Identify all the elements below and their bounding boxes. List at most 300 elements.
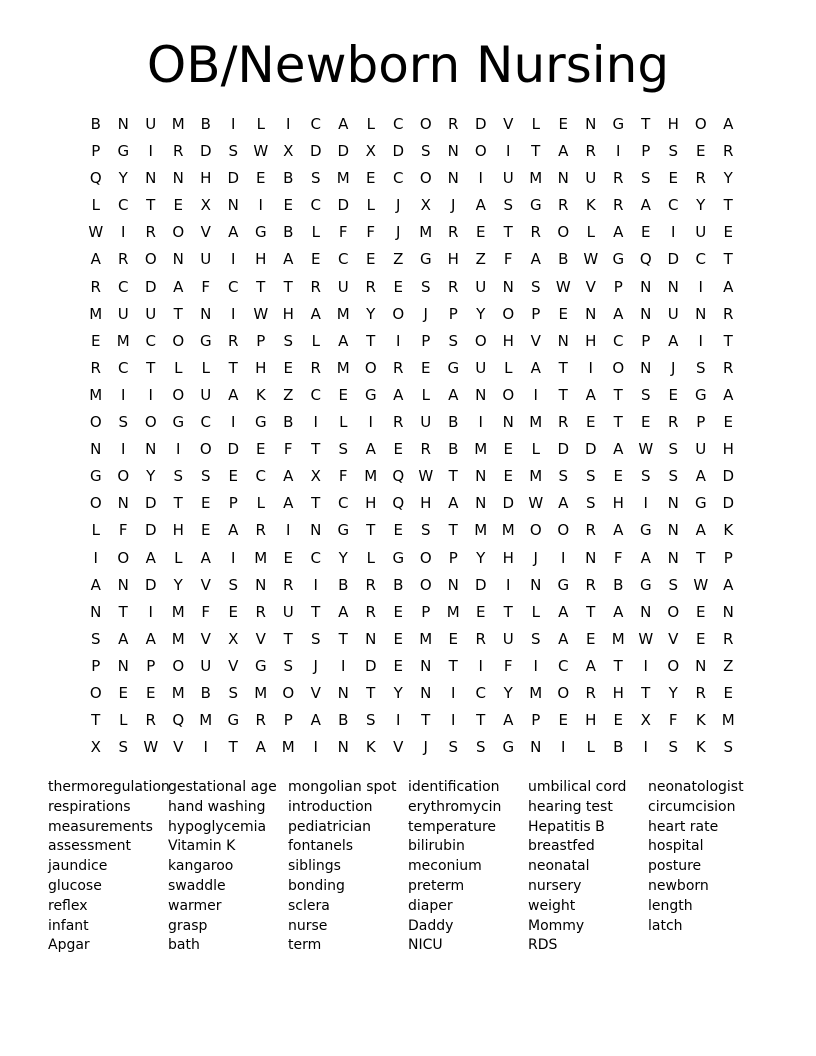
grid-letter: N bbox=[447, 142, 459, 161]
grid-letter: J bbox=[533, 548, 538, 567]
grid-letter: P bbox=[146, 656, 156, 675]
grid-letter: R bbox=[585, 142, 596, 161]
grid-letter: G bbox=[89, 467, 102, 486]
grid-letter: T bbox=[311, 494, 321, 513]
word-list bbox=[48, 778, 768, 956]
grid-letter: G bbox=[502, 738, 515, 757]
grid-letter: S bbox=[338, 440, 349, 459]
grid-letter: E bbox=[283, 358, 293, 377]
grid-letter: L bbox=[91, 196, 100, 215]
grid-letter: S bbox=[448, 738, 459, 757]
grid-letter: P bbox=[91, 142, 101, 161]
grid-letter: A bbox=[558, 494, 569, 513]
grid-letter: O bbox=[199, 440, 212, 459]
grid-letter: A bbox=[145, 629, 156, 648]
grid-letter: E bbox=[283, 196, 293, 215]
grid-letter: S bbox=[530, 277, 541, 296]
grid-letter: E bbox=[311, 250, 321, 269]
grid-letter: I bbox=[231, 250, 236, 269]
grid-letter: G bbox=[557, 575, 570, 594]
grid-letter: G bbox=[227, 711, 240, 730]
grid-letter: O bbox=[89, 494, 102, 513]
grid-letter: M bbox=[419, 223, 433, 242]
grid-letter: I bbox=[148, 142, 153, 161]
grid-letter: O bbox=[529, 521, 542, 540]
grid-letter: E bbox=[586, 629, 596, 648]
grid-letter: U bbox=[145, 304, 157, 323]
grid-letter: C bbox=[475, 683, 486, 702]
grid-letter: Y bbox=[476, 548, 486, 567]
grid-letter: R bbox=[695, 169, 706, 188]
grid-letter: Y bbox=[366, 304, 376, 323]
grid-letter: N bbox=[337, 683, 349, 702]
grid-letter: Z bbox=[475, 250, 486, 269]
grid-letter: I bbox=[533, 656, 538, 675]
grid-letter: A bbox=[723, 277, 734, 296]
grid-letter: G bbox=[337, 521, 350, 540]
grid-letter: E bbox=[668, 169, 678, 188]
grid-letter: I bbox=[643, 738, 648, 757]
grid-letter: E bbox=[256, 169, 266, 188]
grid-letter: T bbox=[448, 521, 458, 540]
grid-row bbox=[82, 138, 742, 165]
grid-letter: E bbox=[723, 223, 733, 242]
grid-letter: T bbox=[228, 358, 238, 377]
grid-letter: D bbox=[309, 142, 322, 161]
grid-letter: U bbox=[200, 250, 212, 269]
grid-letter: N bbox=[695, 656, 707, 675]
grid-letter: Z bbox=[393, 250, 404, 269]
word-column bbox=[168, 778, 288, 956]
grid-letter: E bbox=[393, 277, 403, 296]
grid-letter: U bbox=[282, 602, 294, 621]
grid-letter: N bbox=[475, 494, 487, 513]
grid-letter: C bbox=[695, 250, 706, 269]
grid-letter: R bbox=[530, 223, 541, 242]
grid-letter: A bbox=[558, 629, 569, 648]
grid-letter: R bbox=[585, 683, 596, 702]
grid-letter: I bbox=[93, 548, 98, 567]
word-list-item: bilirubin bbox=[408, 838, 465, 855]
grid-letter: Y bbox=[723, 169, 733, 188]
grid-letter: R bbox=[118, 250, 129, 269]
grid-letter: Q bbox=[639, 250, 652, 269]
grid-letter: T bbox=[476, 711, 486, 730]
grid-letter: M bbox=[254, 683, 268, 702]
grid-letter: T bbox=[641, 683, 651, 702]
grid-letter: T bbox=[723, 331, 733, 350]
grid-letter: F bbox=[338, 467, 348, 486]
grid-letter: O bbox=[172, 223, 185, 242]
grid-letter: L bbox=[256, 494, 265, 513]
grid-row bbox=[82, 165, 742, 192]
grid-letter: Q bbox=[89, 169, 102, 188]
grid-letter: O bbox=[117, 467, 130, 486]
grid-letter: A bbox=[585, 385, 596, 404]
grid-letter: C bbox=[668, 196, 679, 215]
grid-letter: E bbox=[696, 602, 706, 621]
grid-letter: D bbox=[667, 250, 680, 269]
grid-letter: G bbox=[172, 413, 185, 432]
grid-letter: O bbox=[89, 683, 102, 702]
grid-letter: H bbox=[447, 250, 459, 269]
grid-letter: I bbox=[313, 413, 318, 432]
grid-letter: L bbox=[311, 331, 320, 350]
grid-letter: N bbox=[475, 385, 487, 404]
grid-letter: D bbox=[392, 142, 405, 161]
grid-letter: I bbox=[643, 656, 648, 675]
grid-letter: W bbox=[418, 467, 434, 486]
grid-letter: I bbox=[121, 223, 126, 242]
grid-letter: O bbox=[557, 683, 570, 702]
grid-letter: E bbox=[586, 413, 596, 432]
grid-letter: A bbox=[338, 602, 349, 621]
grid-letter: S bbox=[283, 656, 294, 675]
grid-letter: R bbox=[475, 629, 486, 648]
grid-letter: A bbox=[118, 629, 129, 648]
grid-letter: N bbox=[227, 196, 239, 215]
grid-letter: N bbox=[667, 521, 679, 540]
grid-letter: O bbox=[419, 169, 432, 188]
grid-letter: M bbox=[116, 331, 130, 350]
grid-letter: C bbox=[310, 548, 321, 567]
grid-letter: S bbox=[668, 738, 679, 757]
grid-letter: Y bbox=[393, 683, 403, 702]
grid-letter: W bbox=[693, 575, 709, 594]
grid-letter: R bbox=[448, 115, 459, 133]
grid-letter: E bbox=[366, 169, 376, 188]
grid-letter: S bbox=[118, 413, 129, 432]
grid-letter: D bbox=[227, 169, 240, 188]
grid-letter: V bbox=[310, 683, 321, 702]
grid-letter: R bbox=[310, 277, 321, 296]
grid-letter: C bbox=[338, 494, 349, 513]
grid-letter: W bbox=[253, 142, 269, 161]
grid-letter: T bbox=[228, 738, 238, 757]
grid-letter: I bbox=[561, 548, 566, 567]
grid-letter: M bbox=[529, 169, 543, 188]
grid-letter: R bbox=[90, 277, 101, 296]
word-list-item: identification bbox=[408, 779, 500, 795]
grid-letter: B bbox=[283, 223, 294, 242]
grid-letter: R bbox=[613, 196, 624, 215]
grid-letter: J bbox=[451, 196, 456, 215]
grid-letter: S bbox=[448, 331, 459, 350]
grid-letter: T bbox=[338, 629, 348, 648]
grid-letter: B bbox=[448, 440, 459, 459]
grid-letter: F bbox=[366, 223, 376, 242]
grid-letter: G bbox=[364, 385, 377, 404]
grid-letter: G bbox=[529, 196, 542, 215]
grid-letter: A bbox=[640, 196, 651, 215]
grid-letter: D bbox=[337, 196, 350, 215]
grid-letter: E bbox=[558, 115, 568, 133]
grid-row bbox=[82, 355, 742, 382]
grid-letter: D bbox=[144, 494, 157, 513]
word-list-item: umbilical cord bbox=[528, 779, 627, 795]
grid-letter: P bbox=[283, 711, 293, 730]
grid-letter: Z bbox=[723, 656, 734, 675]
grid-letter: F bbox=[503, 656, 513, 675]
grid-letter: W bbox=[253, 304, 269, 323]
grid-letter: T bbox=[283, 629, 293, 648]
grid-letter: R bbox=[585, 575, 596, 594]
grid-letter: E bbox=[338, 385, 348, 404]
grid-letter: C bbox=[118, 196, 129, 215]
word-list-item: Hepatitis B bbox=[528, 818, 605, 835]
grid-letter: E bbox=[641, 413, 651, 432]
grid-letter: G bbox=[199, 331, 212, 350]
grid-letter: A bbox=[695, 467, 706, 486]
word-list-item: erythromycin bbox=[408, 798, 502, 815]
grid-letter: S bbox=[475, 738, 486, 757]
grid-letter: G bbox=[254, 223, 267, 242]
grid-letter: T bbox=[283, 277, 293, 296]
grid-letter: F bbox=[338, 223, 348, 242]
grid-letter: L bbox=[256, 115, 265, 133]
grid-letter: R bbox=[723, 142, 734, 161]
grid-letter: S bbox=[90, 629, 101, 648]
grid-letter: N bbox=[90, 602, 102, 621]
grid-letter: R bbox=[228, 331, 239, 350]
grid-letter: I bbox=[533, 385, 538, 404]
grid-letter: F bbox=[503, 250, 513, 269]
grid-letter: B bbox=[338, 711, 349, 730]
word-list-item: swaddle bbox=[168, 877, 226, 894]
word-column bbox=[408, 778, 528, 956]
grid-letter: W bbox=[88, 223, 104, 242]
grid-letter: B bbox=[283, 413, 294, 432]
grid-letter: A bbox=[723, 115, 734, 133]
grid-letter: F bbox=[613, 548, 623, 567]
grid-letter: P bbox=[723, 548, 733, 567]
grid-letter: G bbox=[694, 385, 707, 404]
grid-letter: X bbox=[310, 467, 321, 486]
grid-letter: S bbox=[420, 521, 431, 540]
grid-letter: S bbox=[228, 142, 239, 161]
grid-letter: N bbox=[117, 494, 129, 513]
grid-letter: I bbox=[588, 358, 593, 377]
grid-letter: M bbox=[171, 602, 185, 621]
grid-letter: R bbox=[585, 521, 596, 540]
word-list-item: Mommy bbox=[528, 917, 585, 934]
grid-letter: W bbox=[555, 277, 571, 296]
grid-letter: A bbox=[613, 440, 624, 459]
grid-row bbox=[82, 219, 742, 246]
grid-letter: O bbox=[667, 602, 680, 621]
word-list-item: hearing test bbox=[528, 798, 613, 815]
grid-letter: W bbox=[583, 250, 599, 269]
grid-letter: A bbox=[448, 494, 459, 513]
grid-letter: A bbox=[228, 223, 239, 242]
grid-letter: H bbox=[585, 331, 597, 350]
grid-letter: S bbox=[585, 494, 596, 513]
grid-letter: D bbox=[144, 277, 157, 296]
grid-letter: N bbox=[557, 169, 569, 188]
grid-row bbox=[82, 192, 742, 219]
grid-letter: R bbox=[365, 277, 376, 296]
grid-letter: R bbox=[668, 413, 679, 432]
grid-letter: N bbox=[502, 413, 514, 432]
grid-letter: P bbox=[641, 331, 651, 350]
grid-row bbox=[82, 599, 742, 626]
grid-letter: P bbox=[448, 548, 458, 567]
grid-letter: Y bbox=[668, 683, 678, 702]
grid-letter: S bbox=[723, 738, 734, 757]
grid-letter: H bbox=[420, 494, 432, 513]
letter-grid bbox=[82, 111, 742, 761]
grid-letter: I bbox=[258, 196, 263, 215]
grid-letter: V bbox=[173, 738, 184, 757]
grid-letter: E bbox=[421, 358, 431, 377]
word-list-item: infant bbox=[48, 917, 89, 934]
grid-letter: C bbox=[118, 277, 129, 296]
grid-letter: S bbox=[420, 142, 431, 161]
grid-letter: A bbox=[365, 440, 376, 459]
grid-letter: H bbox=[667, 115, 679, 133]
word-list-item: posture bbox=[648, 858, 702, 875]
grid-letter: P bbox=[531, 711, 541, 730]
grid-letter: B bbox=[613, 738, 624, 757]
grid-letter: S bbox=[668, 575, 679, 594]
grid-letter: X bbox=[200, 196, 211, 215]
grid-letter: O bbox=[474, 331, 487, 350]
word-list-item: nurse bbox=[288, 917, 328, 934]
grid-letter: N bbox=[90, 440, 102, 459]
grid-letter: V bbox=[668, 629, 679, 648]
grid-letter: N bbox=[172, 169, 184, 188]
grid-letter: Y bbox=[338, 548, 348, 567]
word-list-item: assessment bbox=[48, 838, 131, 855]
grid-letter: M bbox=[89, 304, 103, 323]
word-list-item: measurements bbox=[48, 818, 153, 835]
grid-letter: T bbox=[256, 277, 266, 296]
grid-row bbox=[82, 545, 742, 572]
word-list-item: Vitamin K bbox=[168, 838, 236, 855]
word-list-item: bath bbox=[168, 937, 200, 954]
grid-letter: M bbox=[336, 169, 350, 188]
grid-letter: M bbox=[254, 548, 268, 567]
grid-letter: A bbox=[338, 115, 349, 133]
grid-letter: L bbox=[174, 358, 183, 377]
word-list-item: weight bbox=[528, 897, 576, 914]
grid-letter: X bbox=[228, 629, 239, 648]
grid-letter: I bbox=[698, 331, 703, 350]
grid-letter: V bbox=[503, 115, 514, 133]
grid-letter: T bbox=[448, 656, 458, 675]
grid-letter: T bbox=[448, 467, 458, 486]
grid-letter: E bbox=[393, 656, 403, 675]
grid-letter: E bbox=[723, 683, 733, 702]
word-column bbox=[48, 778, 168, 956]
grid-letter: A bbox=[668, 331, 679, 350]
grid-letter: P bbox=[91, 656, 101, 675]
grid-letter: G bbox=[639, 521, 652, 540]
grid-letter: C bbox=[558, 656, 569, 675]
grid-letter: E bbox=[723, 413, 733, 432]
grid-letter: S bbox=[503, 196, 514, 215]
grid-letter: B bbox=[448, 413, 459, 432]
grid-letter: Y bbox=[503, 683, 513, 702]
grid-letter: R bbox=[283, 575, 294, 594]
grid-letter: G bbox=[447, 358, 460, 377]
grid-letter: I bbox=[231, 304, 236, 323]
grid-letter: E bbox=[91, 331, 101, 350]
grid-letter: A bbox=[173, 277, 184, 296]
grid-letter: L bbox=[586, 738, 595, 757]
grid-letter: M bbox=[171, 683, 185, 702]
grid-letter: K bbox=[695, 738, 706, 757]
word-list-item: Apgar bbox=[48, 937, 90, 954]
grid-row bbox=[82, 328, 742, 355]
grid-letter: I bbox=[313, 575, 318, 594]
grid-letter: Y bbox=[476, 304, 486, 323]
grid-letter: M bbox=[501, 521, 515, 540]
grid-letter: S bbox=[173, 467, 184, 486]
grid-letter: Y bbox=[173, 575, 183, 594]
grid-letter: E bbox=[118, 683, 128, 702]
grid-letter: O bbox=[282, 683, 295, 702]
grid-letter: M bbox=[281, 738, 295, 757]
grid-letter: U bbox=[200, 385, 212, 404]
grid-letter: R bbox=[145, 223, 156, 242]
grid-letter: H bbox=[585, 711, 597, 730]
grid-letter: F bbox=[668, 711, 678, 730]
grid-letter: V bbox=[585, 277, 596, 296]
grid-letter: Y bbox=[146, 467, 156, 486]
grid-letter: C bbox=[613, 331, 624, 350]
word-list-item: Daddy bbox=[408, 917, 454, 934]
word-list-item: hand washing bbox=[168, 798, 266, 815]
grid-letter: A bbox=[530, 250, 541, 269]
grid-letter: D bbox=[337, 142, 350, 161]
grid-letter: M bbox=[474, 440, 488, 459]
grid-letter: N bbox=[447, 169, 459, 188]
grid-letter: S bbox=[228, 575, 239, 594]
grid-letter: R bbox=[393, 413, 404, 432]
grid-letter: C bbox=[255, 467, 266, 486]
grid-letter: R bbox=[365, 575, 376, 594]
word-list-item: latch bbox=[648, 917, 683, 934]
word-column bbox=[648, 778, 768, 956]
grid-letter: B bbox=[613, 575, 624, 594]
grid-letter: J bbox=[671, 358, 676, 377]
word-list-item: meconium bbox=[408, 858, 482, 875]
word-list-item: RDS bbox=[528, 937, 558, 954]
grid-letter: A bbox=[530, 358, 541, 377]
grid-letter: O bbox=[172, 331, 185, 350]
grid-letter: N bbox=[420, 656, 432, 675]
grid-letter: E bbox=[146, 683, 156, 702]
grid-letter: P bbox=[613, 277, 623, 296]
grid-letter: N bbox=[557, 331, 569, 350]
grid-letter: P bbox=[531, 304, 541, 323]
grid-letter: O bbox=[474, 142, 487, 161]
grid-letter: O bbox=[172, 656, 185, 675]
grid-letter: S bbox=[118, 738, 129, 757]
grid-letter: Z bbox=[283, 385, 294, 404]
grid-row bbox=[82, 274, 742, 301]
grid-letter: O bbox=[694, 115, 707, 133]
grid-letter: A bbox=[723, 385, 734, 404]
grid-letter: P bbox=[256, 331, 266, 350]
grid-letter: Q bbox=[392, 467, 405, 486]
grid-letter: N bbox=[447, 575, 459, 594]
grid-letter: A bbox=[228, 385, 239, 404]
grid-letter: V bbox=[200, 575, 211, 594]
grid-letter: R bbox=[173, 142, 184, 161]
grid-letter: H bbox=[502, 331, 514, 350]
